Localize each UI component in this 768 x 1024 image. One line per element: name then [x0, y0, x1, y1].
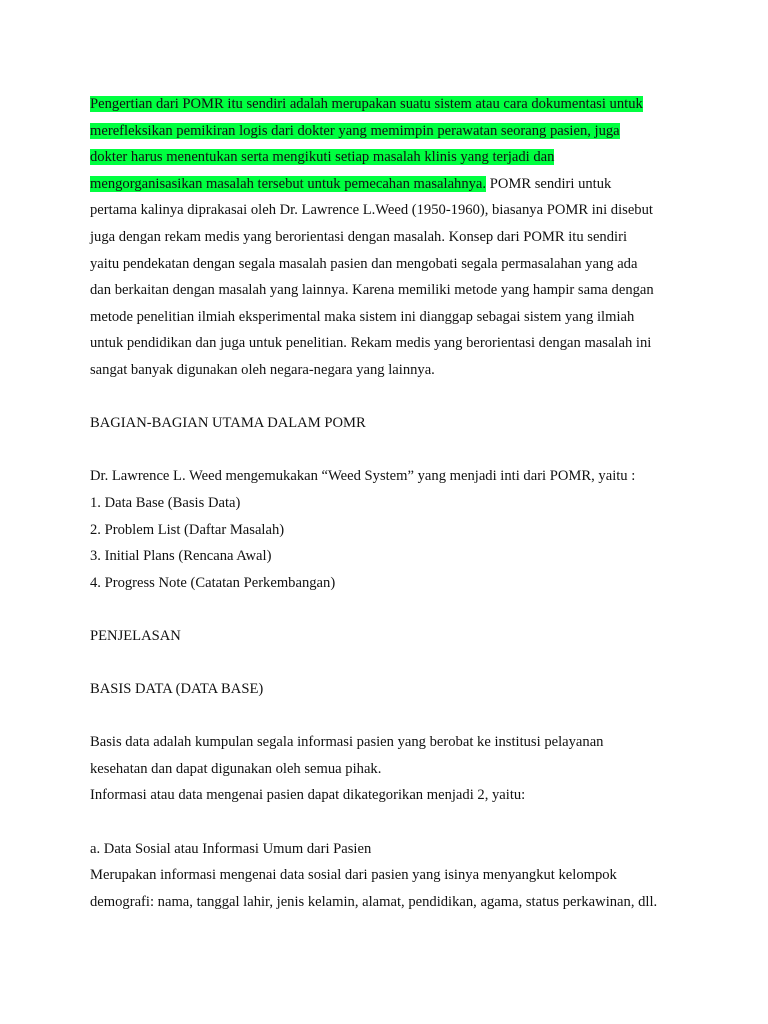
- intro-line: metode penelitian ilmiah eksperimental maka sistem ini dianggap sebagai sistem yang ilmiah: [90, 308, 635, 325]
- spacer: [90, 384, 690, 411]
- intro-line: [90, 144, 690, 171]
- list-item: 2. Problem List (Daftar Masalah): [90, 521, 285, 538]
- highlighted-text: dokter harus menentukan serta mengikuti setiap masalah klinis yang terjadi dan: [90, 149, 555, 166]
- database-line: kesehatan dan dapat digunakan oleh semua pihak.: [90, 760, 382, 777]
- intro-paragraph: [90, 91, 690, 384]
- list-item: 1. Data Base (Basis Data): [90, 494, 241, 511]
- spacer: [90, 596, 690, 623]
- intro-line: sangat banyak digunakan oleh negara-negara yang lainnya.: [90, 361, 435, 378]
- list-item: 3. Initial Plans (Rencana Awal): [90, 548, 272, 565]
- document-page: [90, 91, 690, 915]
- intro-line: dan berkaitan dengan masalah yang lainnya. Karena memiliki metode yang hampir sama dengan: [90, 282, 654, 299]
- spacer: [90, 437, 690, 464]
- database-line: Informasi atau data mengenai pasien dapat dikategorikan menjadi 2, yaitu:: [90, 787, 526, 804]
- highlighted-text: merefleksikan pemikiran logis dari dokter yang memimpin perawatan seorang pasien, juga: [90, 122, 620, 139]
- section-heading-explanation: PENJELASAN: [90, 627, 181, 644]
- database-paragraph: [90, 729, 690, 809]
- intro-trailing-text: POMR sendiri untuk: [486, 175, 612, 192]
- section-heading-main-parts: BAGIAN-BAGIAN UTAMA DALAM POMR: [90, 415, 366, 432]
- highlighted-text: mengorganisasikan masalah tersebut untuk pemecahan masalahnya.: [90, 175, 487, 192]
- database-line: Basis data adalah kumpulan segala informasi pasien yang berobat ke institusi pelayanan: [90, 734, 604, 751]
- intro-line: pertama kalinya diprakasai oleh Dr. Lawrence L.Weed (1950-1960), biasanya POMR ini disebut: [90, 202, 653, 219]
- list-item: 4. Progress Note (Catatan Perkembangan): [90, 574, 336, 591]
- social-line: demografi: nama, tanggal lahir, jenis kelamin, alamat, pendidikan, agama, status perkawinan, dll.: [90, 893, 658, 910]
- subheading-social-data: a. Data Sosial atau Informasi Umum dari Pasien: [90, 840, 372, 857]
- intro-line: juga dengan rekam medis yang berorientasi dengan masalah. Konsep dari POMR itu sendiri: [90, 228, 627, 245]
- intro-line: [90, 171, 690, 198]
- spacer: [90, 809, 690, 836]
- spacer: [90, 649, 690, 676]
- weed-intro-line: Dr. Lawrence L. Weed mengemukakan “Weed System” yang menjadi inti dari POMR, yaitu :: [90, 468, 636, 485]
- intro-line: untuk pendidikan dan juga untuk penelitian. Rekam medis yang berorientasi dengan masalah ini: [90, 335, 652, 352]
- section-heading-database: BASIS DATA (DATA BASE): [90, 681, 264, 698]
- intro-line: [90, 118, 690, 145]
- weed-system-paragraph: [90, 463, 690, 596]
- intro-line: [90, 91, 690, 118]
- spacer: [90, 703, 690, 730]
- social-line: Merupakan informasi mengenai data sosial dari pasien yang isinya menyangkut kelompok: [90, 867, 617, 884]
- highlighted-text: Pengertian dari POMR itu sendiri adalah merupakan suatu sistem atau cara dokumentasi untuk: [90, 96, 643, 112]
- social-data-paragraph: [90, 836, 690, 916]
- intro-line: yaitu pendekatan dengan segala masalah pasien dan mengobati segala permasalahan yang ada: [90, 255, 638, 272]
